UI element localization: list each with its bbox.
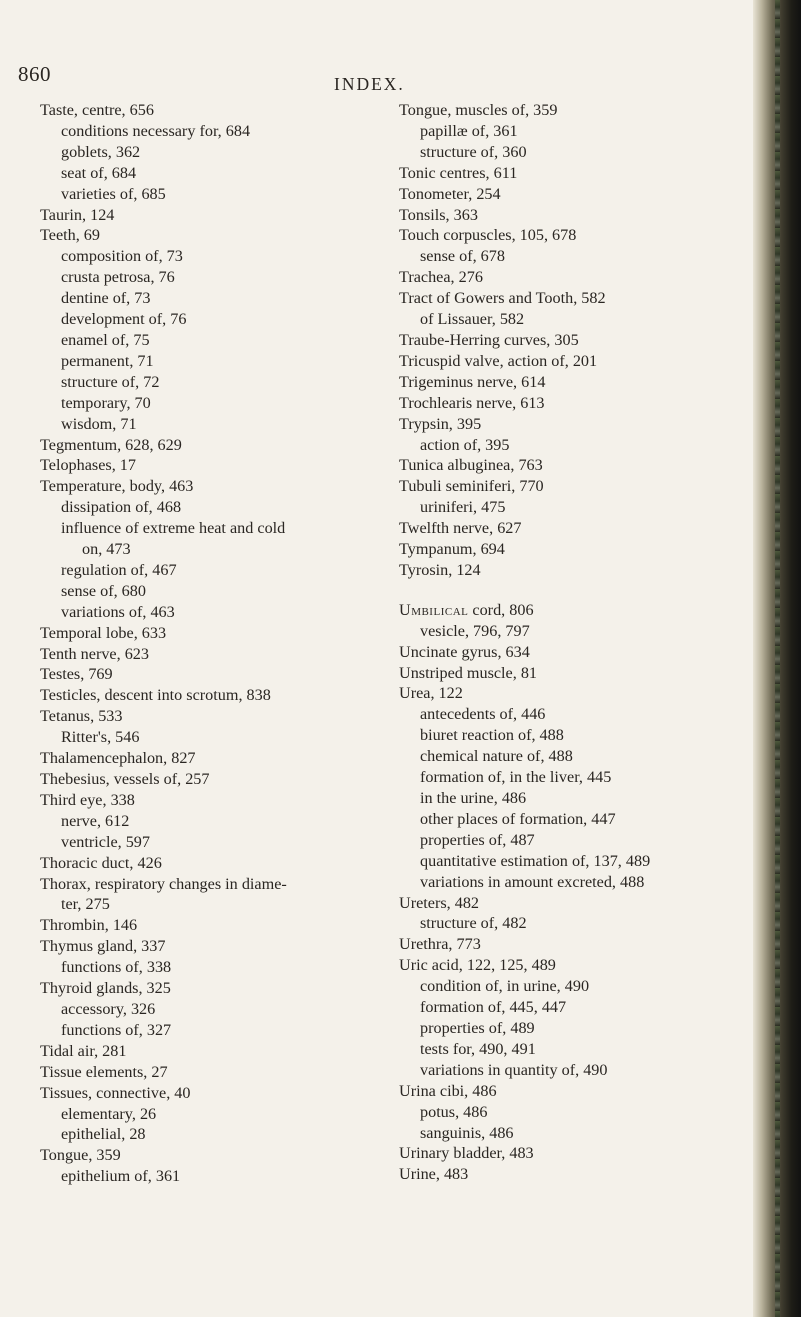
index-entry: chemical nature of, 488 xyxy=(420,747,573,766)
index-entry xyxy=(399,600,744,621)
index-entry: quantitative estimation of, 137, 489 xyxy=(420,851,651,870)
index-entry: tests for, 490, 491 xyxy=(420,1039,536,1058)
index-entry: Teeth, 69 xyxy=(40,226,100,245)
index-entry: Tissue elements, 27 xyxy=(40,1062,168,1081)
index-entry-rest: cord, 806 xyxy=(468,600,534,619)
index-entry: sanguinis, 486 xyxy=(420,1123,514,1142)
index-entry: Telophases, 17 xyxy=(40,456,136,475)
index-entry: Tract of Gowers and Tooth, 582 xyxy=(399,289,606,308)
index-entry: functions of, 338 xyxy=(61,958,172,977)
index-entry: Thoracic duct, 426 xyxy=(40,853,162,872)
index-entry: formation of, 445, 447 xyxy=(420,998,567,1017)
index-entry-text: Thorax, respiratory changes in diame- xyxy=(40,874,287,893)
index-entry: Uric acid, 122, 125, 489 xyxy=(399,956,556,975)
index-entry: other places of formation, 447 xyxy=(420,809,616,828)
index-entry: uriniferi, 475 xyxy=(420,498,506,517)
index-entry: Traube-Herring curves, 305 xyxy=(399,330,579,349)
index-entry: composition of, 73 xyxy=(61,247,183,266)
index-entry: Touch corpuscles, 105, 678 xyxy=(399,226,577,245)
index-entry: Ureters, 482 xyxy=(399,893,480,912)
index-entry: enamel of, 75 xyxy=(61,330,150,349)
index-entry: structure of, 72 xyxy=(61,372,160,391)
index-entry: Taste, centre, 656 xyxy=(40,101,154,119)
index-entry: Uncinate gyrus, 634 xyxy=(399,642,530,661)
index-entry: properties of, 489 xyxy=(420,1018,535,1037)
index-entry: potus, 486 xyxy=(420,1102,488,1121)
index-entry: Taurin, 124 xyxy=(40,205,115,224)
index-entry: Tympanum, 694 xyxy=(399,540,505,559)
index-entry: permanent, 71 xyxy=(61,351,154,370)
index-entry: Thymus gland, 337 xyxy=(40,937,166,956)
index-entry-continuation: ter, 275 xyxy=(61,895,110,914)
index-entry: Third eye, 338 xyxy=(40,790,135,809)
index-entry: structure of, 360 xyxy=(420,142,527,161)
index-entry: Trochlearis nerve, 613 xyxy=(399,393,545,412)
index-entry: Trypsin, 395 xyxy=(399,414,482,433)
index-entry: nerve, 612 xyxy=(61,811,130,830)
index-entry: Twelfth nerve, 627 xyxy=(399,519,522,538)
index-entry: Tongue, muscles of, 359 xyxy=(399,101,558,119)
index-entry: Tidal air, 281 xyxy=(40,1041,127,1060)
index-entry: regulation of, 467 xyxy=(61,560,177,579)
index-entry: Temporal lobe, 633 xyxy=(40,623,167,642)
index-entry: Ritter's, 546 xyxy=(61,728,140,747)
index-entry: variations of, 463 xyxy=(61,602,175,621)
running-head: INDEX. xyxy=(334,74,405,94)
index-entry: Urea, 122 xyxy=(399,684,463,703)
index-entry: Tonometer, 254 xyxy=(399,184,501,203)
index-entry: seat of, 684 xyxy=(61,163,137,182)
index-entry: Tunica albuginea, 763 xyxy=(399,456,543,475)
index-entry: in the urine, 486 xyxy=(420,789,527,807)
index-entry: variations in quantity of, 490 xyxy=(420,1060,608,1079)
index-entry: dentine of, 73 xyxy=(61,289,151,308)
index-entry: Urinary bladder, 483 xyxy=(399,1144,534,1163)
index-entry: of Lissauer, 582 xyxy=(420,310,525,329)
index-entry: sense of, 678 xyxy=(420,247,505,266)
index-column-right xyxy=(399,100,744,1185)
index-entry: Tricuspid valve, action of, 201 xyxy=(399,351,598,370)
index-entry: Tonsils, 363 xyxy=(399,205,478,224)
index-entry: condition of, in urine, 490 xyxy=(420,977,590,996)
index-entry: properties of, 487 xyxy=(420,830,535,849)
index-entry: ventricle, 597 xyxy=(61,832,150,851)
index-entry: dissipation of, 468 xyxy=(61,498,182,517)
index-entry: Testes, 769 xyxy=(40,665,113,684)
index-entry: Urethra, 773 xyxy=(399,935,481,954)
index-entry: variations in amount excreted, 488 xyxy=(420,872,645,891)
index-entry xyxy=(40,518,370,560)
index-entry: Tenth nerve, 623 xyxy=(40,644,149,663)
index-entry: Unstriped muscle, 81 xyxy=(399,663,538,682)
index-entry: action of, 395 xyxy=(420,435,510,454)
index-entry: Thebesius, vessels of, 257 xyxy=(40,770,210,788)
index-entry: vesicle, 796, 797 xyxy=(420,621,530,640)
index-entry: Thalamencephalon, 827 xyxy=(40,749,196,768)
index-entry: Thrombin, 146 xyxy=(40,916,138,935)
index-entry: Tubuli seminiferi, 770 xyxy=(399,477,544,496)
index-entry: epithelium of, 361 xyxy=(61,1167,181,1186)
index-entry: Trachea, 276 xyxy=(399,268,483,287)
index-entry: Tissues, connective, 40 xyxy=(40,1083,191,1102)
index-entry: Trigeminus nerve, 614 xyxy=(399,372,546,391)
index-entry: wisdom, 71 xyxy=(61,414,137,433)
page-number: 860 xyxy=(18,62,51,86)
index-entry: functions of, 327 xyxy=(61,1020,172,1039)
binding-streak xyxy=(775,0,780,1317)
index-entry: elementary, 26 xyxy=(61,1104,157,1123)
index-entry: Tongue, 359 xyxy=(40,1146,121,1165)
index-entry: varieties of, 685 xyxy=(61,184,166,203)
index-entry: antecedents of, 446 xyxy=(420,705,546,724)
index-entry-text: influence of extreme heat and cold xyxy=(61,519,286,538)
index-entry: Tegmentum, 628, 629 xyxy=(40,435,182,454)
index-entry: Urina cibi, 486 xyxy=(399,1081,497,1100)
index-entry: Urine, 483 xyxy=(399,1165,469,1184)
index-entry: sense of, 680 xyxy=(61,581,146,600)
index-entry: Testicles, descent into scrotum, 838 xyxy=(40,686,271,705)
page-edge-shadow xyxy=(753,0,801,1317)
index-entry: temporary, 70 xyxy=(61,393,151,412)
index-entry: Tonic centres, 611 xyxy=(399,163,518,182)
index-entry: accessory, 326 xyxy=(61,999,156,1018)
index-entry: goblets, 362 xyxy=(61,142,141,161)
index-entry: structure of, 482 xyxy=(420,914,527,933)
index-entry: Tyrosin, 124 xyxy=(399,560,481,579)
index-entry: Thyroid glands, 325 xyxy=(40,979,171,998)
index-entry: Tetanus, 533 xyxy=(40,707,123,726)
index-entry: conditions necessary for, 684 xyxy=(61,121,251,140)
index-entry: Temperature, body, 463 xyxy=(40,477,194,496)
index-entry-head: Umbilical xyxy=(399,600,469,619)
index-entry: formation of, in the liver, 445 xyxy=(420,768,612,787)
index-column-left xyxy=(40,100,370,1187)
index-entry: development of, 76 xyxy=(61,310,187,329)
index-entry: papillæ of, 361 xyxy=(420,121,518,140)
index-entry: biuret reaction of, 488 xyxy=(420,726,564,745)
index-entry xyxy=(40,874,370,916)
index-entry: crusta petrosa, 76 xyxy=(61,268,175,287)
index-entry-continuation: on, 473 xyxy=(82,540,131,559)
index-entry: epithelial, 28 xyxy=(61,1125,146,1144)
